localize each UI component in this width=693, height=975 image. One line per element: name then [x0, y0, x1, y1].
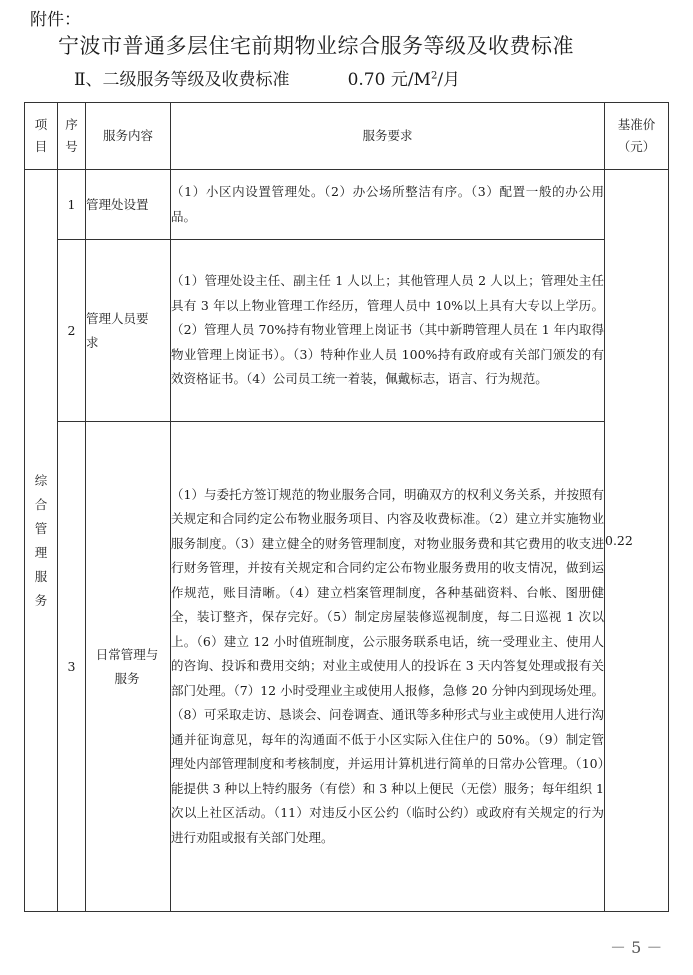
attachment-label: 附件： — [30, 10, 81, 30]
table-row — [25, 240, 669, 422]
row-requirement: （1）小区内设置管理处。（2）办公场所整洁有序。（3）配置一般的办公用品。 — [171, 170, 605, 240]
service-level-heading — [74, 65, 460, 90]
row-requirement: （1）与委托方签订规范的物业服务合同，明确双方的权利义务关系，并按照有关规定和合同约定公布物业服务项目、内容及收费标准。（2）建立并实施物业服务制度。（3）建立健全的财务管理制度，对物业服务费和其它费用的收支进行财务管理，并按有关规定和合同约定公布物业服务费用的收支情况，做到运作规范，账目清晰。（4）建立档案管理制度，各种基础资料、台帐、图册健全，装订整齐，保存完好。（5）制定房屋装修巡视制度，每二日巡视 1 次以上。（6）建立 12 小时值班制度，公示服务联系电话，统一受理业主、使用人的咨询、投诉和费用交纳；对业主或使用人的投诉在 3 天内答复处理或报有关部门处理。（7）12 小时受理业主或使用人报修，急修 20 分钟内到现场处理。（8）可采取走访、恳谈会、问卷调查、通讯等多种形式与业主或使用人进行沟通并征询意见，每年的沟通面不低于小区实际入住住户的 50%。（9）制定管理处内部管理制度和考核制度，并运用计算机进行简单的日常办公管理。（10）能提供 3 种以上特约服务（有偿）和 3 种以上便民（无偿）服务；每年组织 1 次以上社区活动。（11）对违反小区公约（临时公约）或政府有关规定的行为进行劝阻或报有关部门处理。 — [171, 422, 605, 912]
category-cell: 综合管理服务 — [25, 170, 58, 912]
row-requirement: （1）管理处设主任、副主任 1 人以上；其他管理人员 2 人以上；管理处主任具有 3 年以上物业管理工作经历，管理人员中 10%以上具有大专以上学历。（2）管理人员 70%持有物业管理上岗证书（其中新聘管理人员在 1 年内取得物业管理上岗证书）。（3）特种作业人员 100%持有政府或有关部门颁发的有效资格证书。（4）公司员工统一着装，佩戴标志，语言、行为规范。 — [171, 240, 605, 422]
row-content: 日常管理与服务 — [86, 422, 171, 912]
price-cell: 0.22 — [605, 170, 669, 912]
fee-standard-table — [24, 102, 669, 912]
header-price: 基准价（元） — [605, 103, 669, 170]
service-level-label: Ⅱ、二级服务等级及收费标准 — [74, 70, 290, 90]
row-content: 管理处设置 — [86, 170, 171, 240]
fee-amount: 0.70 元/M — [347, 70, 431, 90]
table-row — [25, 170, 669, 240]
header-category: 项目 — [25, 103, 58, 170]
header-content: 服务内容 — [86, 103, 171, 170]
row-content: 管理人员要求 — [86, 240, 171, 422]
fee-superscript: 2 — [430, 70, 438, 82]
header-number: 序号 — [58, 103, 86, 170]
fee-unit: /月 — [437, 70, 461, 90]
row-number: 3 — [58, 422, 86, 912]
table-row — [25, 422, 669, 912]
row-number: 2 — [58, 240, 86, 422]
header-requirement: 服务要求 — [171, 103, 605, 170]
table-header-row — [25, 103, 669, 170]
row-number: 1 — [58, 170, 86, 240]
page-number: － 5 － — [610, 938, 663, 957]
document-title: 宁波市普通多层住宅前期物业综合服务等级及收费标准 — [58, 34, 574, 58]
